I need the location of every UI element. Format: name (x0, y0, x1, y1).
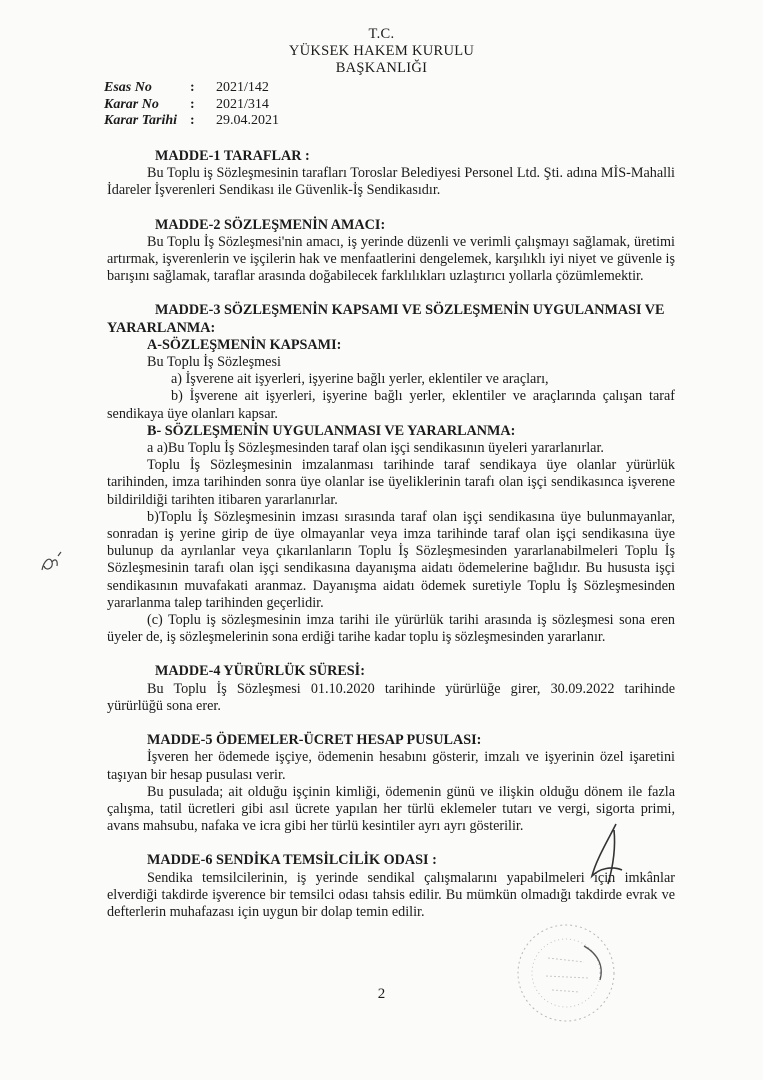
karar-row (104, 97, 279, 114)
tarih-label: Karar Tarihi (104, 113, 178, 128)
esas-label: Esas No (104, 80, 152, 95)
margin-initial-mark (36, 548, 66, 580)
article-6-heading: MADDE-6 SENDİKA TEMSİLCİLİK ODASI : (147, 852, 437, 869)
article-3-heading: MADDE-3 SÖZLEŞMENİN KAPSAMI VE SÖZLEŞMENİN UYGULANMASI VE YARARLANMA: (107, 302, 665, 336)
article-3b-para-1: a a)Bu Toplu İş Sözleşmesinden taraf olan işçi sendikasının üyeleri yararlanırlar. (147, 440, 604, 457)
article-3b-para-4: (c) Toplu iş sözleşmesinin imza tarihi ile yürürlük tarihi arasında iş sözleşmesi sona eren üyeler de, iş sözleşmelerinin sona erdiği tarihe kadar toplu iş sözleşmesinden yararlanır. (107, 612, 675, 646)
page-number: 2 (377, 986, 386, 1002)
article-1-text: Bu Toplu iş Sözleşmesinin tarafları Toroslar Belediyesi Personel Ltd. Şti. adına MİS-Mahalli İdareler İşverenleri Sendikası ile Güvenlik-İş Sendikasıdır. (107, 165, 675, 199)
article-2-text: Bu Toplu İş Sözleşmesi'nin amacı, iş yerinde düzenli ve verimli çalışmayı sağlamak, üretimi artırmak, işverenlerin ve işçilerin hak ve menfaatlerini dengelemek, karşılıklı iyi niyet ve güvenle iş barışını sağlamak, taraflar arasında doğabilecek farklılıkları uzlaştırıcı yollarla çözümlemektir. (107, 233, 675, 285)
article-6-text: Sendika temsilcilerinin, iş yerinde sendikal çalışmalarını yapabilmeleri için imkânlar elverdiği takdirde işverence bir temsilci odası tahsis edilir. Bu mümkün olmadığı takdirde evrak ve defterlerin muhafazası için uygun bir dolap temin edilir. (107, 869, 675, 920)
karar-value: 2021/314 (216, 96, 269, 112)
article-5-para-1: İşveren her ödemede işçiye, ödemenin hesabını gösterir, imzalı ve işyerinin özel işaretini taşıyan bir hesap pusulası verir. (107, 749, 675, 783)
article-3a-item-b: b) İşverene ait işyerleri, işyerine bağlı yerler, eklentiler ve araçlarında çalışan taraf sendikaya üye olanları kapsar. (107, 388, 675, 422)
article-5-heading: MADDE-5 ÖDEMELER-ÜCRET HESAP PUSULASI: (147, 732, 482, 749)
article-1-heading: MADDE-1 TARAFLAR : (155, 148, 310, 164)
signature-mark (578, 820, 638, 890)
tarih-value: 29.04.2021 (216, 113, 279, 128)
article-3a-item-a: a) İşverene ait işyerleri, işyerine bağlı yerler, eklentiler ve araçları, (171, 371, 549, 388)
header-tc: T.C. (368, 26, 395, 42)
header-institution: YÜKSEK HAKEM KURULU (288, 43, 475, 59)
official-stamp (488, 918, 638, 1028)
article-4-heading: MADDE-4 YÜRÜRLÜK SÜRESİ: (155, 663, 365, 680)
karar-label: Karar No (104, 96, 159, 112)
article-4-text: Bu Toplu İş Sözleşmesi 01.10.2020 tarihinde yürürlüğe girer, 30.09.2022 tarihinde yürürlüğü sona erer. (107, 680, 675, 714)
case-meta (104, 80, 279, 130)
article-3a-intro: Bu Toplu İş Sözleşmesi (147, 354, 281, 371)
article-5-para-2: Bu pusulada; ait olduğu işçinin kimliği, ödemenin günü ve ilişkin olduğu dönem ile fazla çalışma, tatil ücretleri gibi asıl ücrete yapılan her türlü eklemeler tutarı ve vergi, sigorta primi, avans mahsubu, nafaka ve icra gibi her türlü kesintiler ayrı ayrı gösterilir. (107, 783, 675, 835)
esas-value: 2021/142 (216, 80, 269, 95)
colon: : (190, 96, 195, 112)
esas-row (104, 80, 279, 97)
article-3b-para-3: b)Toplu İş Sözleşmesinin imzası sırasında taraf olan işçi sendikasına üye bulunmayanlar, sonradan iş yerine girip de üye olmayanlar veya imza tarihinde taraf olan işçi sendikasına üye bulunup da ayrılanlar veya çıkarılanların Toplu İş Sözleşmesinden yararlanabilmeleri Toplu İş Sözleşmesinin tarafı olan işçi sendikasına dayanışma aidatı ödemelerine bağlıdır. Bu hususta işçi sendikasının muvafakati aranmaz. Dayanışma aidatı ödemek suretiyle Toplu İş Sözleşmesinden yararlanma talep tarihinden geçerlidir. (107, 508, 675, 611)
article-3a-heading: A-SÖZLEŞMENİN KAPSAMI: (147, 336, 342, 353)
colon: : (190, 113, 195, 128)
article-3b-heading: B- SÖZLEŞMENİN UYGULANMASI VE YARARLANMA: (147, 422, 516, 439)
tarih-row (104, 113, 279, 130)
document-body (107, 148, 675, 921)
colon: : (190, 80, 195, 95)
article-2-heading: MADDE-2 SÖZLEŞMENİN AMACI: (155, 216, 386, 233)
article-3b-para-2: Toplu İş Sözleşmesinin imzalanması tarihinde taraf sendikaya üye olanlar yürürlük tarihinden, imza tarihinden sonra üye olanlar ise üyeliklerinin tarafı olan işçi sendikasınca işverene bildirildiği tarihten itibaren yararlanırlar. (107, 457, 675, 508)
header-presidency: BAŞKANLIĞI (335, 60, 428, 76)
